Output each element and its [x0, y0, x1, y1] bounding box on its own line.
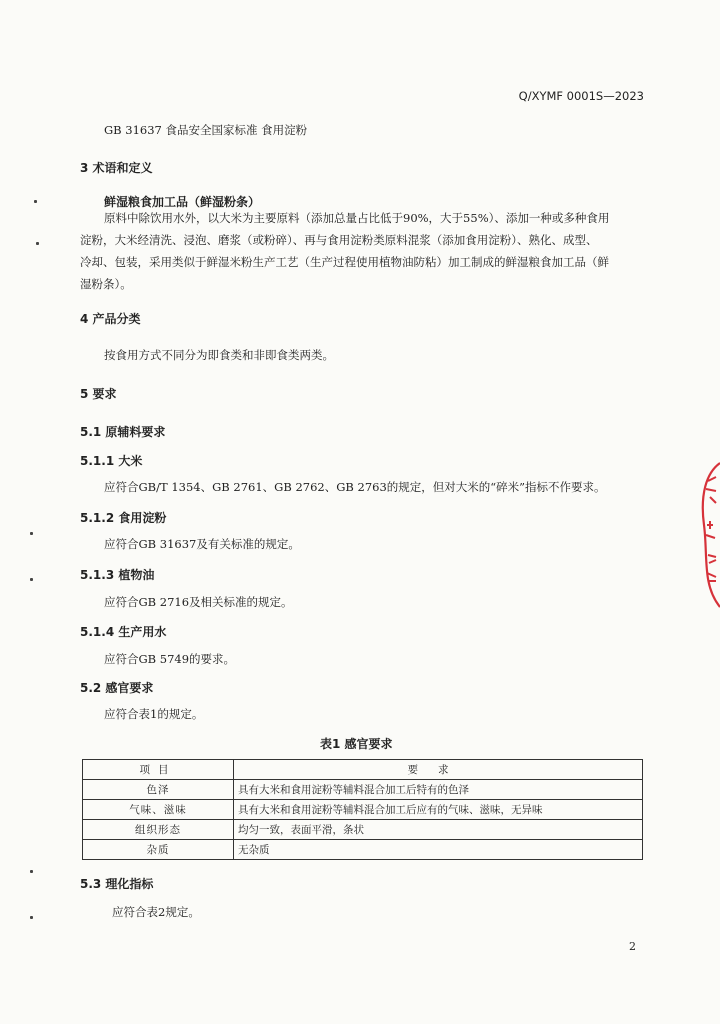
section-5-1-3-heading: 5.1.3 植物油 — [80, 568, 155, 582]
section-5-1-2-heading: 5.1.2 食用淀粉 — [80, 511, 167, 525]
table-cell-item: 杂质 — [83, 840, 234, 860]
table-cell-requirement: 均匀一致，表面平滑，条状 — [234, 820, 643, 840]
section-3-heading: 3 术语和定义 — [80, 161, 153, 175]
rice-requirement-text: 应符合GB/T 1354、GB 2761、GB 2762、GB 2763的规定，但对大米的“碎米”指标不作要求。 — [104, 480, 606, 494]
page-number: 2 — [629, 940, 636, 953]
table-cell-requirement: 无杂质 — [234, 840, 643, 860]
table-row — [83, 800, 643, 820]
document-code: Q/XYMF 0001S—2023 — [518, 89, 644, 103]
definition-line-2: 淀粉，大米经清洗、浸泡、磨浆（或粉碎）、再与食用淀粉类原料混浆（添加食用淀粉）、熟化、成型、 — [80, 233, 598, 247]
binding-mark — [30, 532, 33, 535]
section-4-heading: 4 产品分类 — [80, 312, 141, 326]
oil-requirement-text: 应符合GB 2716及相关标准的规定。 — [104, 595, 293, 609]
table-cell-requirement: 具有大米和食用淀粉等辅料混合加工后应有的气味、滋味，无异味 — [234, 800, 643, 820]
section-5-1-4-heading: 5.1.4 生产用水 — [80, 625, 167, 639]
table-row — [83, 780, 643, 800]
table-cell-item: 气味、滋味 — [83, 800, 234, 820]
water-requirement-text: 应符合GB 5749的要求。 — [104, 652, 236, 666]
table-cell-requirement: 具有大米和食用淀粉等辅料混合加工后特有的色泽 — [234, 780, 643, 800]
sensory-requirements-table — [82, 759, 643, 860]
table-header-requirement: 要求 — [234, 760, 643, 780]
definition-line-4: 湿粉条）。 — [80, 277, 132, 291]
term-title: 鲜湿粮食加工品（鲜湿粉条） — [104, 195, 261, 209]
binding-mark — [30, 916, 33, 919]
table-row — [83, 820, 643, 840]
sensory-requirement-text: 应符合表1的规定。 — [104, 707, 204, 721]
section-5-1-heading: 5.1 原辅料要求 — [80, 425, 166, 439]
physchem-requirement-text: 应符合表2规定。 — [112, 905, 200, 919]
binding-mark — [36, 242, 39, 245]
red-seal-stamp — [698, 455, 720, 615]
definition-line-3: 冷却、包装，采用类似于鲜湿米粉生产工艺（生产过程使用植物油防粘）加工制成的鲜湿粮食加工品（鲜 — [80, 255, 609, 269]
binding-mark — [34, 200, 37, 203]
table-1-caption: 表1 感官要求 — [320, 737, 393, 751]
section-5-heading: 5 要求 — [80, 387, 117, 401]
reference-standard-line: GB 31637 食品安全国家标准 食用淀粉 — [104, 123, 308, 137]
table-header-item: 项目 — [83, 760, 234, 780]
definition-line-1: 原料中除饮用水外，以大米为主要原料（添加总量占比低于90%，大于55%）、添加一种或多种食用 — [104, 211, 610, 225]
starch-requirement-text: 应符合GB 31637及有关标准的规定。 — [104, 537, 300, 551]
section-5-1-1-heading: 5.1.1 大米 — [80, 454, 143, 468]
binding-mark — [30, 578, 33, 581]
section-5-3-heading: 5.3 理化指标 — [80, 877, 154, 891]
table-row — [83, 840, 643, 860]
table-cell-item: 色泽 — [83, 780, 234, 800]
classification-text: 按食用方式不同分为即食类和非即食类两类。 — [104, 348, 334, 362]
table-header-row — [83, 760, 643, 780]
binding-mark — [30, 870, 33, 873]
section-5-2-heading: 5.2 感官要求 — [80, 681, 154, 695]
table-cell-item: 组织形态 — [83, 820, 234, 840]
